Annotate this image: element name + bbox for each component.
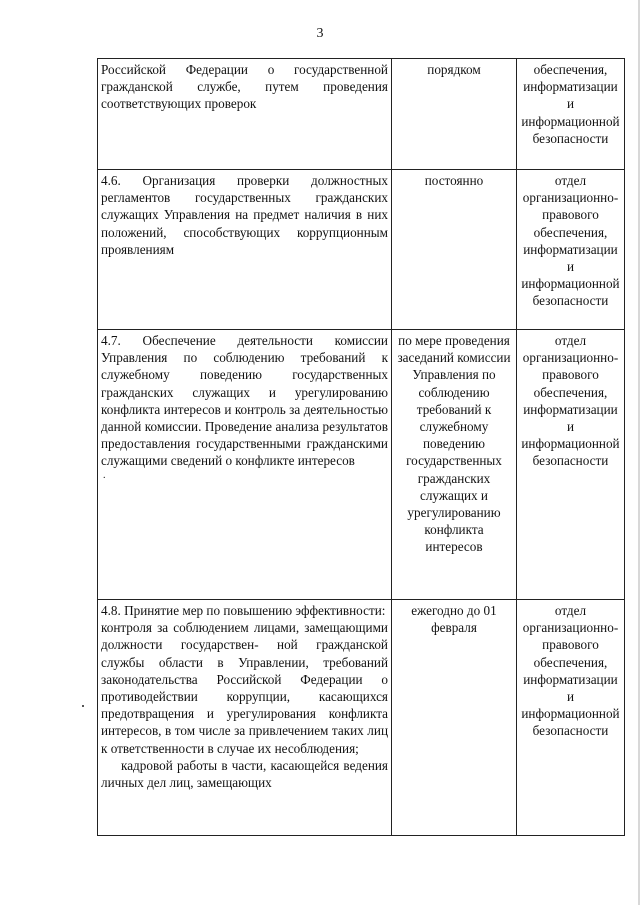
page-number: 3 xyxy=(316,26,324,41)
measure-deadline: ежегодно до 01 февраля xyxy=(392,600,517,836)
measure-deadline: по мере проведения заседаний комиссии Управления по соблюдению требований к служебному поведению государственных гражданских служащих и урегулированию конфликта интересов xyxy=(392,330,517,600)
measure-responsible: отдел организационно-правового обеспечения, информатизации и информационной безопасности xyxy=(517,170,625,330)
description-heading: 4.8. Принятие мер по повышению эффективности: xyxy=(101,603,386,618)
scan-speck xyxy=(82,705,84,707)
measure-responsible: отдел организационно-правового обеспечения, информатизации и информационной безопасности xyxy=(517,600,625,836)
measure-deadline: постоянно xyxy=(392,170,517,330)
table-row xyxy=(98,330,625,600)
measure-description xyxy=(98,600,392,836)
measure-description xyxy=(98,330,392,600)
measure-responsible: обеспечения, информатизации и информационной безопасности xyxy=(517,59,625,170)
description-paragraph: кадровой работы в части, касающейся ведения личных дел лиц, замещающих xyxy=(101,757,388,791)
measure-responsible: отдел организационно-правового обеспечения, информатизации и информационной безопасности xyxy=(517,330,625,600)
stray-mark: . xyxy=(103,469,106,481)
table-row xyxy=(98,59,625,170)
measure-deadline: порядком xyxy=(392,59,517,170)
table-row xyxy=(98,170,625,330)
measures-table xyxy=(97,58,625,836)
description-text: Российской Федерации о государственной гражданской службе, путем проведения соответствующих проверок xyxy=(101,62,388,112)
measure-description xyxy=(98,170,392,330)
description-text: 4.7. Обеспечение деятельности комиссии Управления по соблюдению требований к служебному поведению государственных гражданских служащих и урегулированию конфликта интересов и контроль за деятельностью данной комиссии. Проведение анализа результатов предоставления государственными гражданскими служащими сведений о конфликте интересов xyxy=(101,333,388,469)
description-paragraph: контроля за соблюдением лицами, замещающими должности государствен- ной гражданской службы области в Управлении, требований законодательства Российской Федерации о противодействии коррупции, касающихся предотвращения и урегулирования конфликта интересов, в том числе за привлечением таких лиц к ответственности в случае их несоблюдения; xyxy=(101,620,388,756)
description-text: 4.6. Организация проверки должностных регламентов государственных гражданских служащих Управления на предмет наличия в них положений, способствующих коррупционным проявлениям xyxy=(101,173,388,257)
table-row xyxy=(98,600,625,836)
measure-description xyxy=(98,59,392,170)
